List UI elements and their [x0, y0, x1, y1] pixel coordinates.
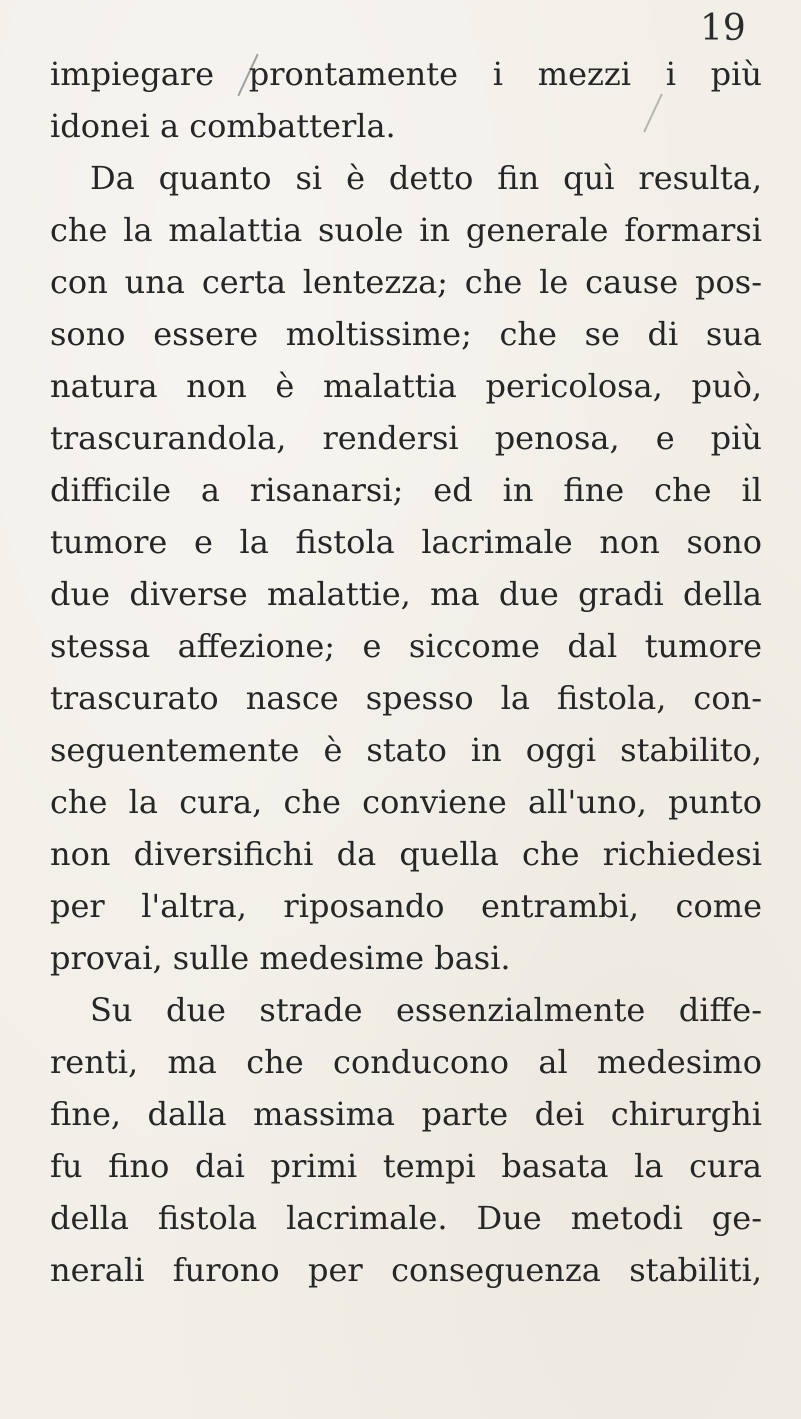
- text-line: natura non è malattia pericolosa, può,: [50, 367, 762, 405]
- text-line: nerali furono per conseguenza stabiliti,: [50, 1251, 762, 1289]
- text-line: idonei a combatterla.: [50, 107, 396, 145]
- text-line: fine, dalla massima parte dei chirurghi: [50, 1095, 762, 1133]
- text-line: renti, ma che conducono al medesimo: [50, 1043, 762, 1081]
- text-line: seguentemente è stato in oggi stabilito,: [50, 731, 762, 769]
- text-line: che la malattia suole in generale formarsi: [50, 211, 762, 249]
- text-line: che la cura, che conviene all'uno, punto: [50, 783, 762, 821]
- text-line: non diversifichi da quella che richiedesi: [50, 835, 762, 873]
- text-line: fu fino dai primi tempi basata la cura: [50, 1147, 762, 1185]
- text-line: con una certa lentezza; che le cause pos-: [50, 263, 762, 301]
- text-line: per l'altra, riposando entrambi, come: [50, 887, 762, 925]
- text-line: impiegare prontamente i mezzi i più: [50, 55, 762, 93]
- text-line: tumore e la fistola lacrimale non sono: [50, 523, 762, 561]
- text-line: difficile a risanarsi; ed in fine che il: [50, 471, 762, 509]
- text-line: sono essere moltissime; che se di sua: [50, 315, 762, 353]
- text-line: Su due strade essenzialmente diffe-: [90, 991, 762, 1029]
- text-line: due diverse malattie, ma due gradi della: [50, 575, 762, 613]
- body-text: [50, 48, 762, 1296]
- text-line: stessa affezione; e siccome dal tumore: [50, 627, 762, 665]
- text-line: trascurandola, rendersi penosa, e più: [50, 419, 762, 457]
- text-line: Da quanto si è detto fin quì resulta,: [90, 159, 762, 197]
- text-line: provai, sulle medesime basi.: [50, 939, 511, 977]
- text-line: trascurato nasce spesso la fistola, con-: [50, 679, 762, 717]
- text-line: della fistola lacrimale. Due metodi ge-: [50, 1199, 762, 1237]
- page-number: 19: [700, 8, 746, 49]
